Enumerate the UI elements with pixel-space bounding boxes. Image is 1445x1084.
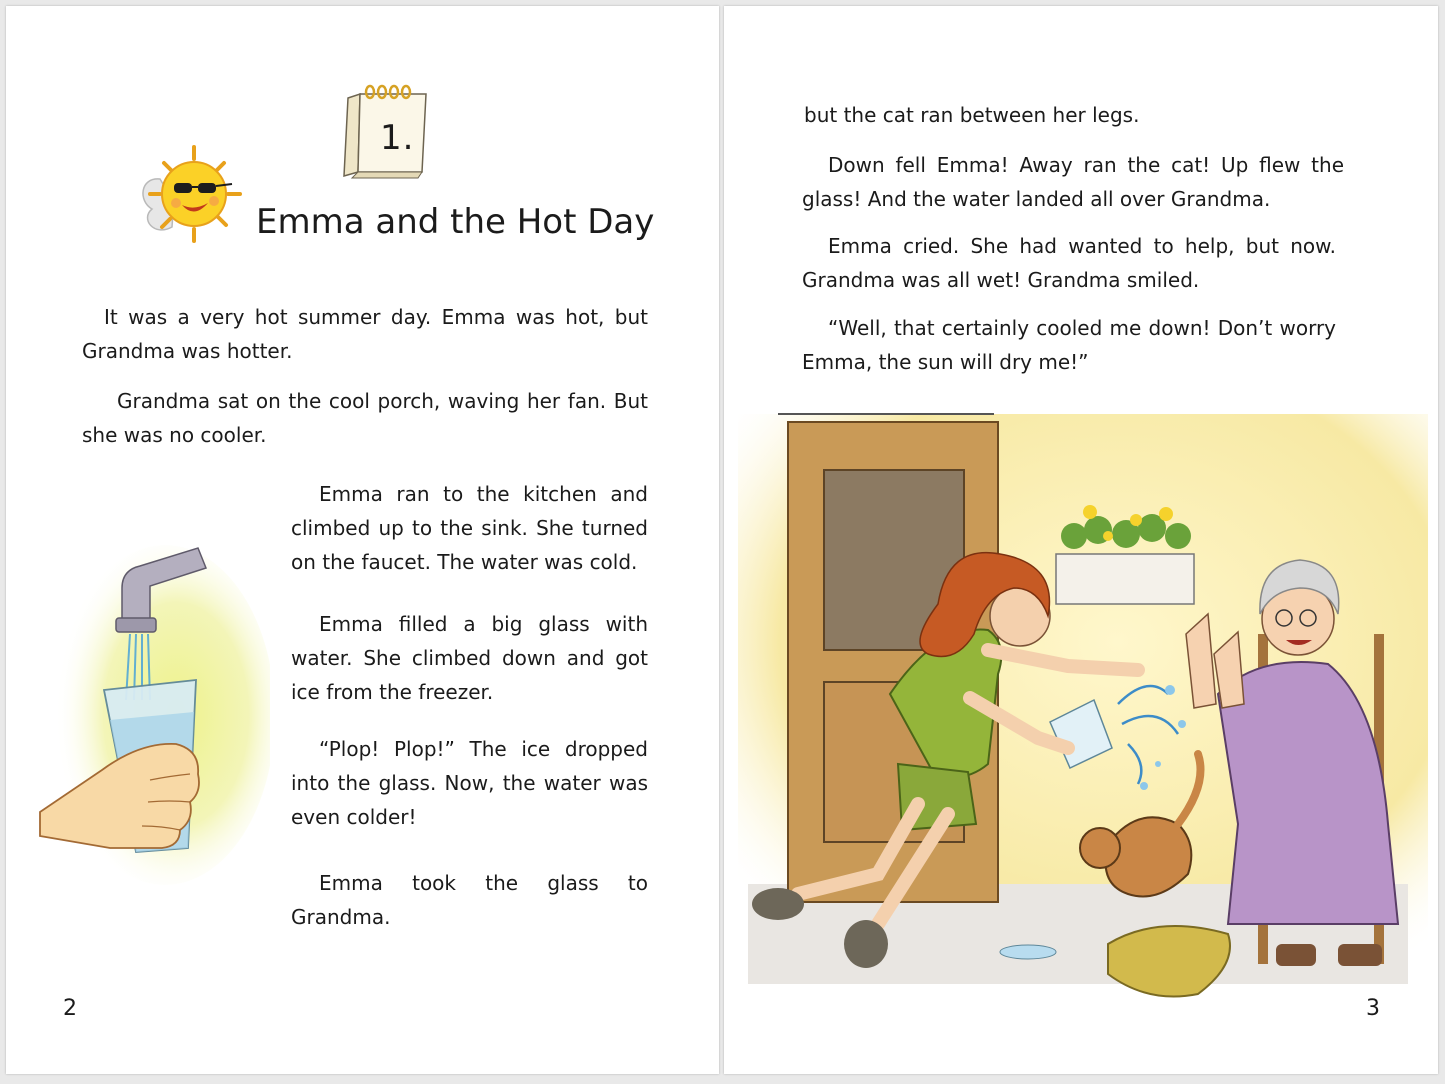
- chapter-title: Emma and the Hot Day: [256, 202, 655, 242]
- page-number: 2: [63, 996, 77, 1021]
- paragraph-5: “Plop! Plop!” The ice dropped into the glass. Now, the water was even colder!: [291, 737, 648, 829]
- paragraph-3: Emma ran to the kitchen and climbed up to the sink. She turned on the faucet. The water was cold.: [291, 482, 648, 574]
- right-page: [724, 6, 1438, 1074]
- paragraph-2: Grandma sat on the cool porch, waving her fan. But she was no cooler.: [82, 389, 648, 447]
- faucet-glass-illustration: [30, 530, 270, 910]
- paragraph-1: It was a very hot summer day. Emma was hot, but Grandma was hotter.: [82, 305, 648, 363]
- paragraph-3: Emma cried. She had wanted to help, but now. Grandma was all wet! Grandma smiled.: [802, 234, 1336, 292]
- paragraph-2: Down fell Emma! Away ran the cat! Up flew the glass! And the water landed all over Grandma.: [802, 153, 1344, 211]
- page-number: 3: [1366, 996, 1380, 1021]
- paragraph-1: but the cat ran between her legs.: [804, 103, 1140, 127]
- paragraph-6: Emma took the glass to Grandma.: [291, 871, 648, 929]
- left-page: [6, 6, 719, 1074]
- emma-grandma-illustration: [738, 404, 1428, 1012]
- chapter-number: 1.: [380, 118, 415, 158]
- paragraph-4: Emma filled a big glass with water. She climbed down and got ice from the freezer.: [291, 612, 648, 704]
- sun-with-sunglasses-icon: [130, 139, 250, 249]
- paragraph-4: “Well, that certainly cooled me down! Don’t worry Emma, the sun will dry me!”: [802, 316, 1336, 374]
